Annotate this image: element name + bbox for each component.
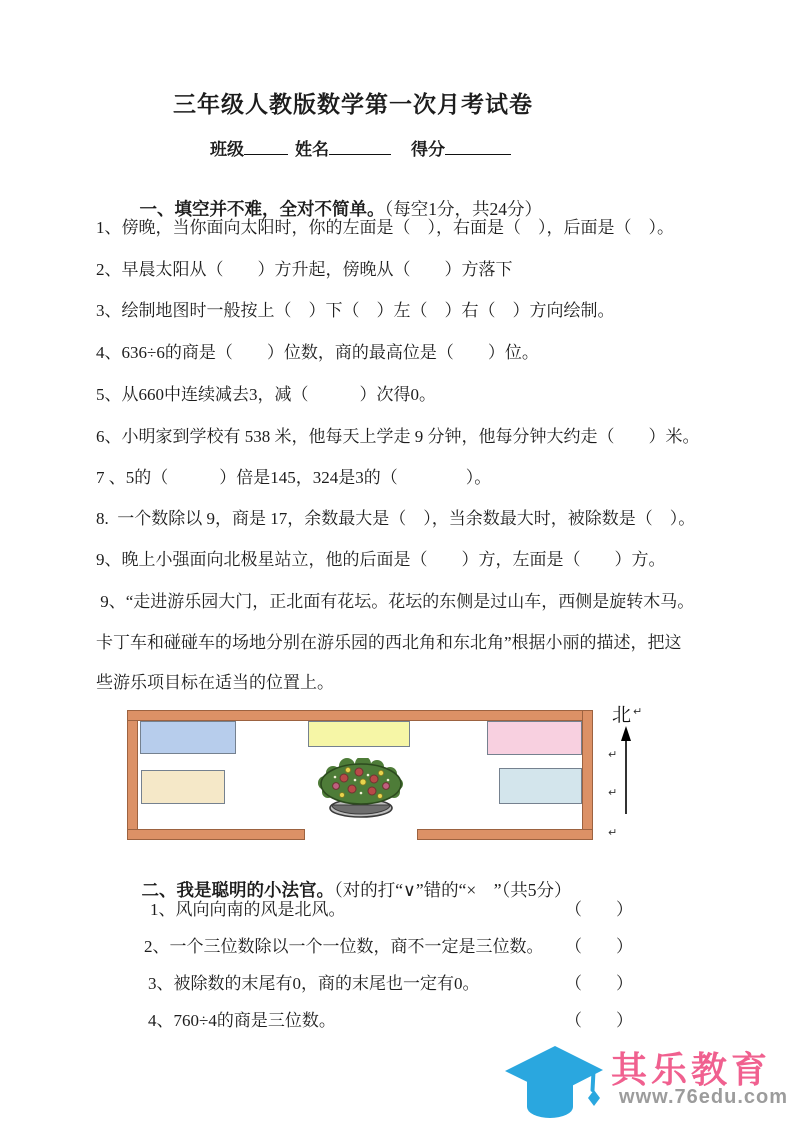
graduation-cap-icon <box>503 1040 607 1120</box>
question-9b-line3: 些游乐项目标在适当的位置上。 <box>96 673 334 692</box>
tf-answer-blank-1: （ ） <box>565 900 633 919</box>
question-3: 3、绘制地图时一般按上（ ）下（ ）左（ ）右（ ）方向绘制。 <box>96 301 615 320</box>
question-9b-line1: 9、“走进游乐园大门，正北面有花坛。花坛的东侧是过山车，西侧是旋转木马。 <box>96 592 695 611</box>
return-mark-icon: ↵ <box>608 786 618 799</box>
question-6: 6、小明家到学校有 538 米，他每天上学走 9 分钟，他每分钟大约走（ ）米。 <box>96 427 700 446</box>
tf-question-3: 3、被除数的末尾有0，商的末尾也一定有0。 <box>148 974 480 993</box>
tf-question-2: 2、一个三位数除以一个一位数，商不一定是三位数。 <box>144 937 544 956</box>
tf-answer-blank-3: （ ） <box>565 974 633 993</box>
tf-question-1: 1、风向向南的风是北风。 <box>150 900 346 919</box>
question-7: 7 、5的（ ）倍是145，324是3的（ ）。 <box>96 468 492 487</box>
question-2: 2、早晨太阳从（ ）方升起，傍晚从（ ）方落下 <box>96 260 513 279</box>
return-mark-icon: ↵ <box>608 826 618 839</box>
question-9: 9、晚上小强面向北极星站立，他的后面是（ ）方，左面是（ ）方。 <box>96 550 666 569</box>
class-field-label: 班级 <box>210 140 244 159</box>
park-wall-bottom-left <box>127 829 305 840</box>
brand-website: www.76edu.com <box>619 1086 788 1108</box>
header-fields <box>210 135 511 160</box>
park-box-middle-left <box>141 770 225 804</box>
brand-name: 其乐教育 <box>611 1049 772 1090</box>
park-box-top-left <box>140 721 236 754</box>
section1-heading-note: （每空1分，共24分） <box>384 199 542 219</box>
question-8: 8. 一个数除以 9，商是 17，余数最大是（ ），当余数最大时，被除数是（ ）。 <box>96 509 696 528</box>
name-field-blank <box>329 139 391 155</box>
return-mark-icon: ↵ <box>633 705 643 718</box>
flower-bed-illustration <box>314 758 408 820</box>
name-field-label: 姓名 <box>295 140 329 159</box>
park-wall-left <box>127 710 138 840</box>
park-box-middle-right <box>499 768 582 804</box>
score-field-label: 得分 <box>411 140 445 159</box>
page-title: 三年级人教版数学第一次月考试卷 <box>173 92 533 117</box>
north-label: 北 <box>612 705 632 726</box>
score-field-blank <box>445 139 511 155</box>
section1-heading-text: 一、填空并不难，全对不简单。 <box>139 199 385 219</box>
question-4: 4、636÷6的商是（ ）位数，商的最高位是（ ）位。 <box>96 343 539 362</box>
tf-answer-blank-4: （ ） <box>565 1011 633 1030</box>
class-field-blank <box>244 139 288 155</box>
park-wall-right <box>582 710 593 840</box>
park-box-top-right <box>487 721 582 755</box>
tf-question-4: 4、760÷4的商是三位数。 <box>148 1011 336 1030</box>
section2-heading-note: （对的打“∨”错的“× ”（共5分） <box>334 880 572 900</box>
question-9b-line2: 卡丁车和碰碰车的场地分别在游乐园的西北角和东北角”根据小丽的描述，把这 <box>96 633 682 652</box>
question-1: 1、傍晚，当你面向太阳时，你的左面是（ ），右面是（ ），后面是（ ）。 <box>96 218 674 237</box>
return-mark-icon: ↵ <box>608 748 618 761</box>
tf-answer-blank-2: （ ） <box>565 937 633 956</box>
park-wall-top <box>127 710 593 721</box>
park-box-top-center <box>308 721 410 747</box>
park-wall-bottom-right <box>417 829 593 840</box>
north-arrow-icon <box>616 726 636 818</box>
section2-heading-text: 二、我是聪明的小法官。 <box>141 880 334 900</box>
question-5: 5、从660中连续减去3，减（ ）次得0。 <box>96 385 436 404</box>
